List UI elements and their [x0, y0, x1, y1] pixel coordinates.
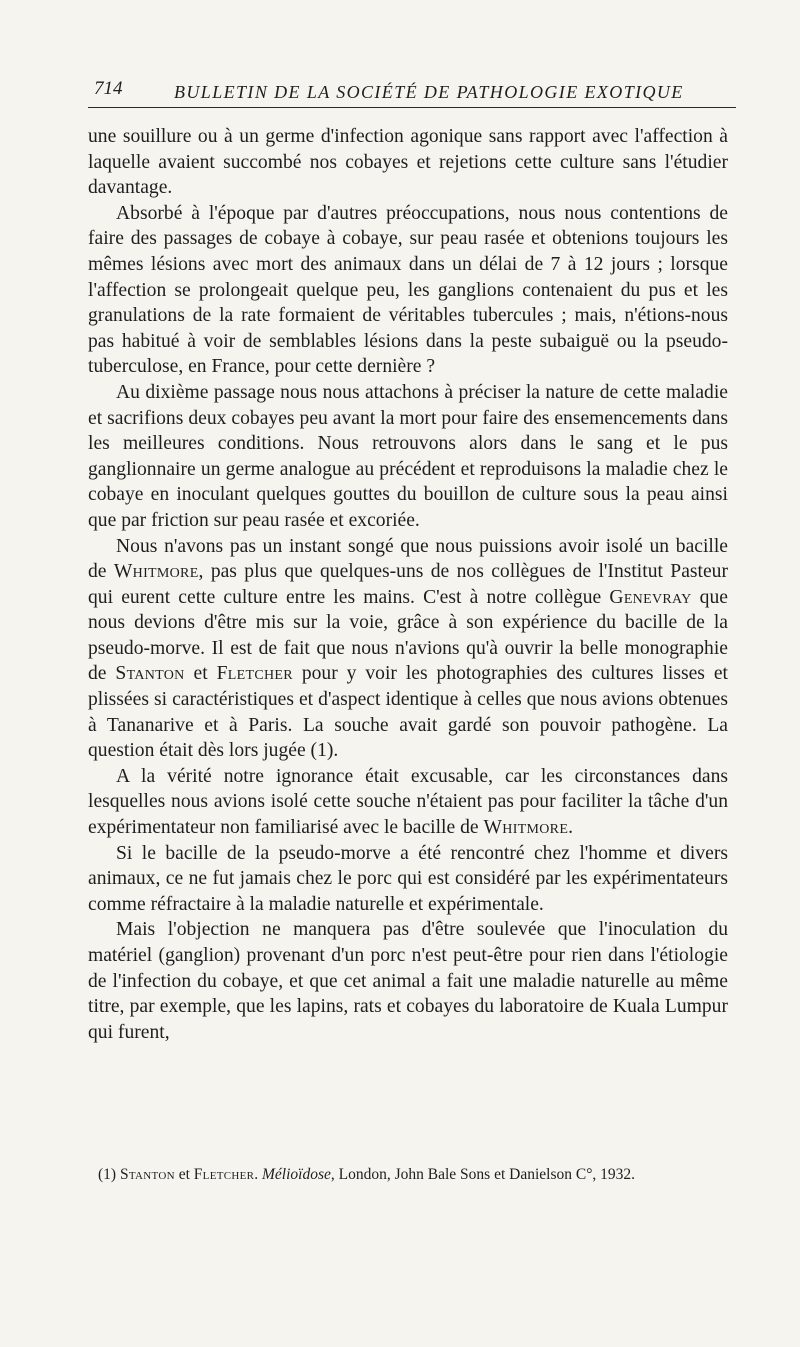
text-run: pour y voir les photographies des cultures lisses et plissées si caractéristiques et d'aspect identique à celles que nous avions obtenues à Tananarive et à Paris. La souche avait gardé son pouvoir pathogène. La question était dès lors jugée (1). [88, 663, 728, 762]
text-run: que nous devions d'être mis sur la voie, grâce à son expérience du bacille de la pseudo-morve. Il est de fait que nous n'avions qu'à ouvrir la belle monographie de [88, 586, 728, 685]
running-header [88, 72, 736, 102]
book-title: Mélioïdose [262, 1166, 331, 1183]
author-name: Stanton [115, 663, 185, 685]
footnote-text [88, 1165, 728, 1184]
text-run: , London, John Bale Sons et Danielson C°, 1932. [330, 1166, 636, 1183]
footnote-marker: (1) [98, 1166, 120, 1183]
text-run: Nous n'avons pas un instant songé que nous puissions avoir isolé un bacille de [88, 535, 728, 583]
author-name: Genevray [609, 586, 692, 608]
body-text [88, 124, 728, 1045]
page [88, 72, 736, 1183]
text-run: et [174, 1166, 194, 1183]
paragraph-continuation: une souillure ou à un germe d'infection agonique sans rapport avec l'affection à laquelle avaient succombé nos cobayes et rejetions cette culture sans l'étudier davantage. [88, 126, 728, 199]
author-name: Fletcher [193, 1166, 255, 1183]
author-name: Stanton [119, 1166, 175, 1183]
paragraph: Au dixième passage nous nous attachons à préciser la nature de cette maladie et sacrifions deux cobayes peu avant la mort pour faire des ensemencements dans les meilleures conditions. Nous retrouvons alors dans le sang et le pus ganglionnaire un germe analogue au précédent et reproduisons la maladie chez le cobaye en inoculant quelques gouttes du bouillon de culture sous la peau ainsi que par friction sur peau rasée et excoriée. [88, 381, 728, 531]
paragraph: Mais l'objection ne manquera pas d'être soulevée que l'inoculation du matériel (ganglion) provenant d'un porc n'est peut-être pour rien dans l'étiologie de l'infection du cobaye, et que cet animal a fait une maladie naturelle au même titre, par exemple, que les lapins, rats et cobayes du laboratoire de Kuala Lumpur qui furent, [88, 919, 728, 1043]
text-run: A la vérité notre ignorance était excusable, car les circonstances dans lesquelles nous avions isolé cette souche n'étaient pas pour faciliter la tâche d'un expérimentateur non familiarisé avec le bacille de [88, 765, 728, 839]
footnote [88, 1165, 728, 1184]
page-number: 714 [94, 78, 123, 99]
text-run: . [254, 1166, 263, 1183]
text-run: , pas plus que quelques-uns de nos collègues de l'Institut Pasteur qui eurent cette culture entre les mains. C'est à notre collègue [88, 561, 728, 608]
paragraph [88, 534, 728, 764]
author-name: Whitmore [483, 817, 569, 839]
text-run: . [568, 817, 574, 839]
journal-title: BULLETIN DE LA SOCIÉTÉ DE PATHOLOGIE EXOTIQUE [174, 82, 684, 102]
paragraph: Absorbé à l'époque par d'autres préoccupations, nous nous contentions de faire des passages de cobaye à cobaye, sur peau rasée et obtenions toujours les mêmes lésions avec mort des animaux dans un délai de 7 à 12 jours ; lorsque l'affection se prolongeait quelque peu, les ganglions contenaient du pus et les granulations de la rate formaient de véritables tubercules ; mais, n'étions-nous pas habitué à voir de semblables lésions dans la peste subaiguë ou la pseudo-tuberculose, en France, pour cette dernière ? [88, 202, 728, 378]
text-run: et [184, 663, 217, 685]
header-rule [88, 107, 736, 108]
paragraph: Si le bacille de la pseudo-morve a été rencontré chez l'homme et divers animaux, ce ne fut jamais chez le porc qui est considéré par les expérimentateurs comme réfractaire à la maladie naturelle et expérimentale. [88, 842, 728, 915]
author-name: Whitmore [113, 561, 199, 583]
paragraph [88, 764, 728, 841]
author-name: Fletcher [216, 663, 293, 685]
